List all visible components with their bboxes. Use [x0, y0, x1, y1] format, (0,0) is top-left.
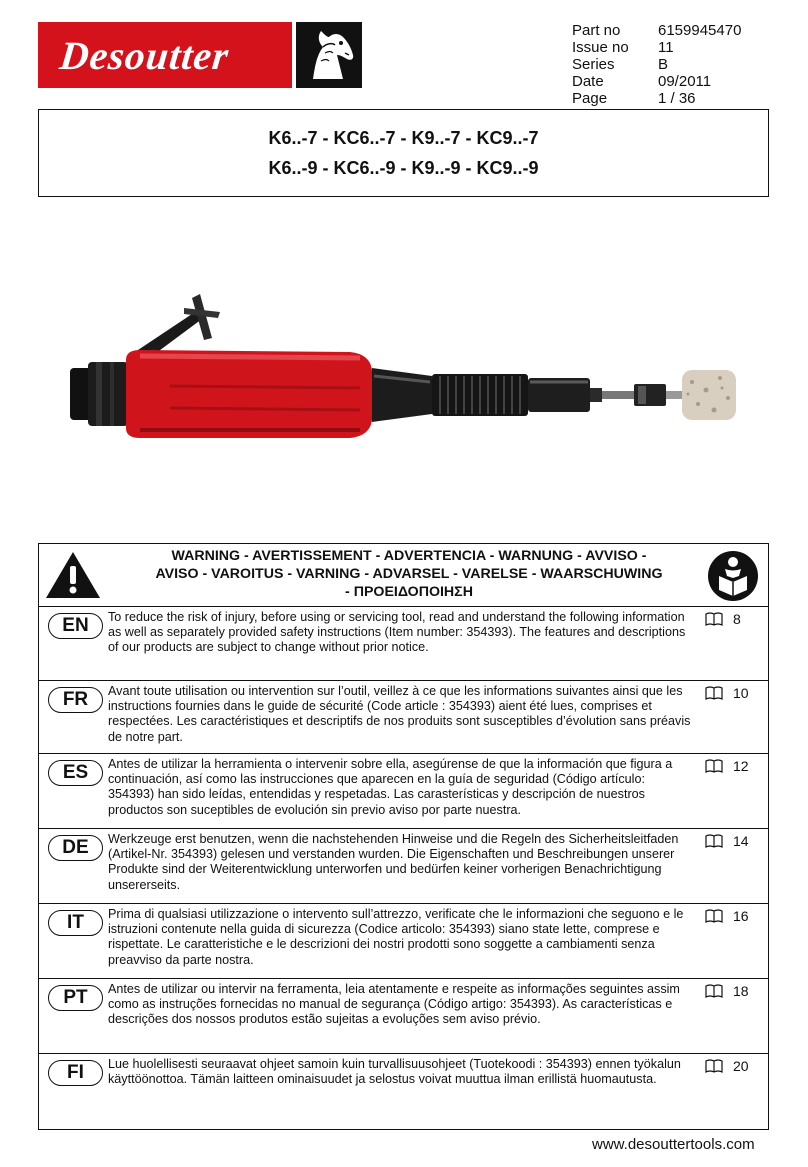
page-reference [705, 758, 749, 774]
page-reference [705, 685, 749, 701]
warning-panel [38, 543, 769, 1130]
meta-row [572, 22, 748, 39]
language-code: FI [48, 1060, 103, 1086]
language-code: DE [48, 835, 103, 861]
language-code: EN [48, 613, 103, 639]
die-grinder-illustration [60, 290, 750, 450]
language-row-it [39, 904, 768, 979]
brand-logo [38, 22, 292, 88]
language-text: Antes de utilizar la herramienta o intervenir sobre ella, asegúrense de que la información que figura a continuación, así como las instrucciones que aparecen en la guía de seguridad (Código artículo: 354393) han sido leídas, entendidas y respetadas. Las carasterísticas y descripción de nuestros productos son suceptibles de evolución sin previo aviso por parte nuestra. [108, 757, 673, 817]
meta-row [572, 73, 748, 90]
meta-value: B [658, 56, 669, 73]
meta-value: 11 [658, 39, 674, 56]
model-list [38, 109, 769, 197]
model-line-2: K6..-9 - KC6..-9 - K9..-9 - KC9..-9 [268, 158, 539, 178]
warning-header [39, 544, 768, 607]
website-link[interactable]: www.desouttertools.com [592, 1136, 755, 1153]
language-text: Werkzeuge erst benutzen, wenn die nachstehenden Hinweise und die Regeln des Sicherheitsleitfaden (Artikel-Nr. 354393) gelesen und verstanden wurden. Die Eigenschaften und Beschreibungen unserer Produkte sind der Weiterentwicklung unterworfen und bedürfen keiner vorherigen Benachrichtigung unsererseits. [108, 832, 679, 892]
language-text: Antes de utilizar ou intervir na ferramenta, leia atentamente e respeite as informações seguintes assim como as instruções fornecidas no manual de segurança (Código artigo: 354393). As características e descrições dos nossos produtos estão sujeitas a evoluções sem aviso prévio. [108, 982, 680, 1027]
meta-label: Page [572, 90, 608, 107]
read-manual-icon [707, 550, 759, 607]
book-icon [705, 834, 723, 848]
language-row-fr [39, 681, 768, 754]
book-icon [705, 909, 723, 923]
language-code: ES [48, 760, 103, 786]
warning-title [119, 547, 699, 601]
meta-label: Issue no [572, 39, 629, 56]
meta-value: 6159945470 [658, 22, 742, 39]
book-icon [705, 612, 723, 626]
language-code: FR [48, 687, 103, 713]
model-line-1: K6..-7 - KC6..-7 - K9..-7 - KC9..-7 [268, 128, 539, 148]
language-code: PT [48, 985, 103, 1011]
meta-label: Date [572, 73, 604, 90]
warning-triangle-icon [44, 550, 102, 605]
language-text: Prima di qualsiasi utilizzazione o intervento sull’attrezzo, verificate che le informazioni che seguono e le istruzioni contenute nella guida di sicurezza (Codice articolo: 354393) siano state lette, comprese e rispettate. Le caratteristiche e le descrizioni dei nostri prodotti sono soggette a cambiamenti senza preavviso da parte nostra. [108, 907, 684, 967]
meta-value: 09/2011 [658, 73, 712, 90]
page-reference [705, 1058, 749, 1074]
book-icon [705, 759, 723, 773]
warning-title-line: AVISO - VAROITUS - VARNING - ADVARSEL - VARELSE - WAARSCHUWING [155, 566, 663, 582]
horse-logo-icon [296, 22, 362, 88]
warning-title-line: WARNING - AVERTISSEMENT - ADVERTENCIA - WARNUNG - AVVISO - [171, 548, 647, 564]
language-text: Avant toute utilisation ou intervention sur l’outil, veillez à ce que les informations suivantes ainsi que les instructions fournies dans le guide de sécurité (Code article : 354393) aient été lues, comprises et respectées. Les caractéristiques et descriptifs de nos produits sont susceptibles d’évolution sans préavis de notre part. [108, 684, 691, 744]
page-reference [705, 833, 749, 849]
page-number: 14 [733, 833, 749, 849]
language-row-de [39, 829, 768, 904]
book-icon [705, 1059, 723, 1073]
brand-name: Desoutter [57, 32, 232, 78]
language-row-pt [39, 979, 768, 1054]
page-reference [705, 611, 741, 627]
meta-row [572, 56, 748, 73]
meta-row [572, 90, 748, 107]
language-text: Lue huolellisesti seuraavat ohjeet samoin kuin turvallisuusohjeet (Tuotekoodi : 354393) ennen työkalun käyttöönottoa. Tämän laitteen ominaisuudet ja selostus voivat muuttua ilman erillistä huomautusta. [108, 1057, 681, 1087]
page-reference [705, 983, 749, 999]
page-number: 18 [733, 983, 749, 999]
page-number: 20 [733, 1058, 749, 1074]
meta-value: 1 / 36 [658, 90, 696, 107]
page-number: 10 [733, 685, 749, 701]
meta-row [572, 39, 748, 56]
book-icon [705, 984, 723, 998]
page-number: 16 [733, 908, 749, 924]
meta-label: Series [572, 56, 615, 73]
document-meta [572, 22, 748, 107]
page-number: 8 [733, 611, 741, 627]
language-text: To reduce the risk of injury, before using or servicing tool, read and understand the following information as well as separately provided safety instructions (Item number: 354393). The features and descriptions of our products are subject to change without prior notice. [108, 610, 686, 655]
page-number: 12 [733, 758, 749, 774]
language-row-en [39, 607, 768, 681]
language-code: IT [48, 910, 103, 936]
meta-label: Part no [572, 22, 621, 39]
warning-title-line: - ΠΡΟΕΙΔΟΠΟΙΗΣΗ [345, 584, 473, 600]
language-row-fi [39, 1054, 768, 1124]
page-reference [705, 908, 749, 924]
language-row-es [39, 754, 768, 829]
book-icon [705, 686, 723, 700]
